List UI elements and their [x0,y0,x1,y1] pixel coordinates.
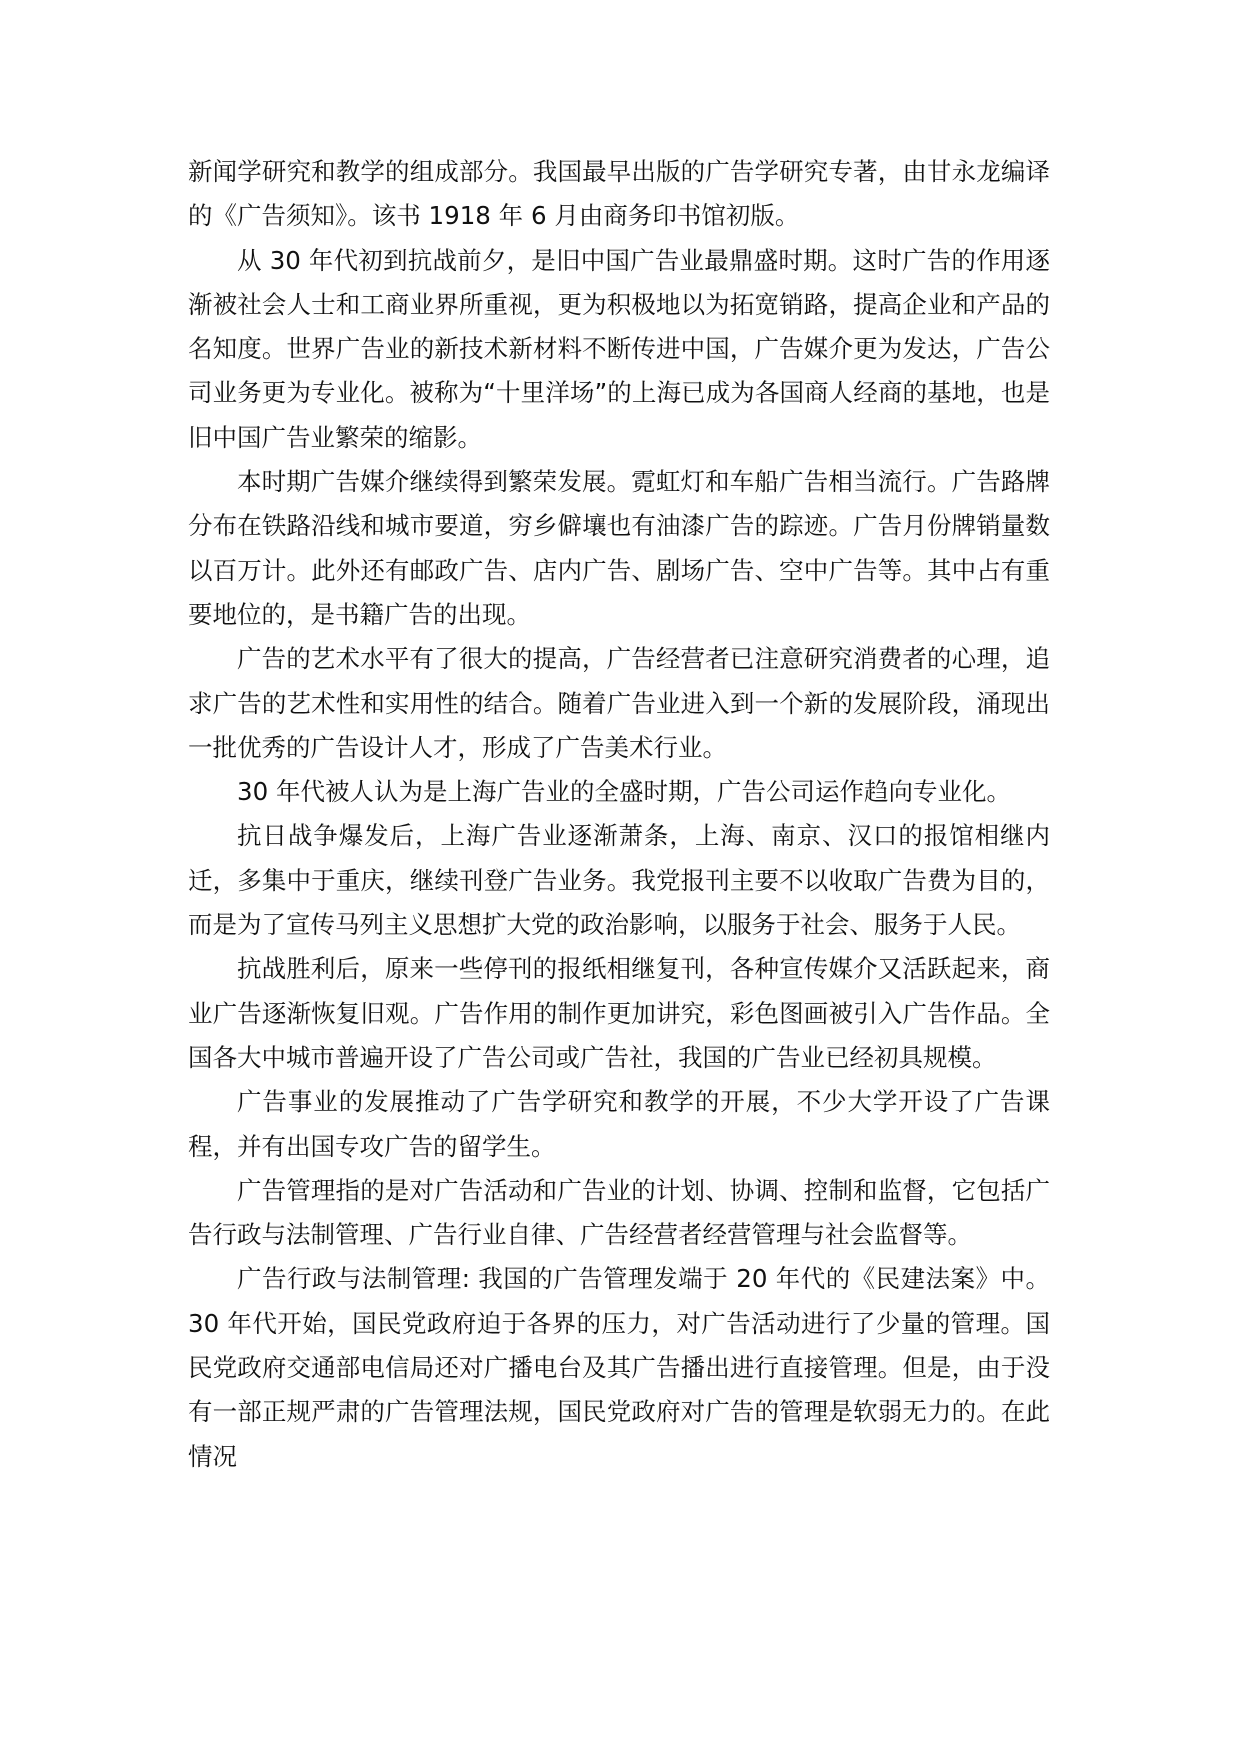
paragraph-8: 广告事业的发展推动了广告学研究和教学的开展，不少大学开设了广告课程，并有出国专攻广告的留学生。 [188,1087,1050,1161]
paragraph-3: 本时期广告媒介继续得到繁荣发展。霓虹灯和车船广告相当流行。广告路牌分布在铁路沿线和城市要道，穷乡僻壤也有油漆广告的踪迹。广告月份牌销量数以百万计。此外还有邮政广告、店内广告、剧场广告、空中广告等。其中占有重要地位的，是书籍广告的出现。 [188,467,1050,629]
paragraph-1: 新闻学研究和教学的组成部分。我国最早出版的广告学研究专著，由甘永龙编译的《广告须知》。该书 1918 年 6 月由商务印书馆初版。 [188,157,1050,231]
paragraph-9: 广告管理指的是对广告活动和广告业的计划、协调、控制和监督，它包括广告行政与法制管理、广告行业自律、广告经营者经营管理与社会监督等。 [188,1175,1050,1250]
paragraph-6: 抗日战争爆发后，上海广告业逐渐萧条，上海、南京、汉口的报馆相继内迁，多集中于重庆，继续刊登广告业务。我党报刊主要不以收取广告费为目的，而是为了宣传马列主义思想扩大党的政治影响，以服务于社会、服务于人民。 [188,821,1050,940]
paragraph-5: 30 年代被人认为是上海广告业的全盛时期，广告公司运作趋向专业化。 [237,777,1011,807]
paragraph-2: 从 30 年代初到抗战前夕，是旧中国广告业最鼎盛时期。这时广告的作用逐渐被社会人士和工商业界所重视，更为积极地以为拓宽销路，提高企业和产品的名知度。世界广告业的新技术新材料不断传进中国，广告媒介更为发达，广告公司业务更为专业化。被称为“十里洋场”的上海已成为各国商人经商的基地，也是旧中国广告业繁荣的缩影。 [188,245,1050,452]
document-body [188,150,1050,1479]
paragraph-7: 抗战胜利后，原来一些停刊的报纸相继复刊，各种宣传媒介又活跃起来，商业广告逐渐恢复旧观。广告作用的制作更加讲究，彩色图画被引入广告作品。全国各大中城市普遍开设了广告公司或广告社，我国的广告业已经初具规模。 [188,954,1050,1072]
paragraph-4: 广告的艺术水平有了很大的提高，广告经营者已注意研究消费者的心理，追求广告的艺术性和实用性的结合。随着广告业进入到一个新的发展阶段，涌现出一批优秀的广告设计人才，形成了广告美术行业。 [188,644,1050,762]
paragraph-10: 广告行政与法制管理: 我国的广告管理发端于 20 年代的《民建法案》中。30 年代开始，国民党政府迫于各界的压力，对广告活动进行了少量的管理。国民党政府交通部电信局还对广播电台及其广告播出进行直接管理。但是，由于没有一部正规严肃的广告管理法规，国民党政府对广告的管理是软弱无力的。在此情况 [188,1264,1050,1471]
